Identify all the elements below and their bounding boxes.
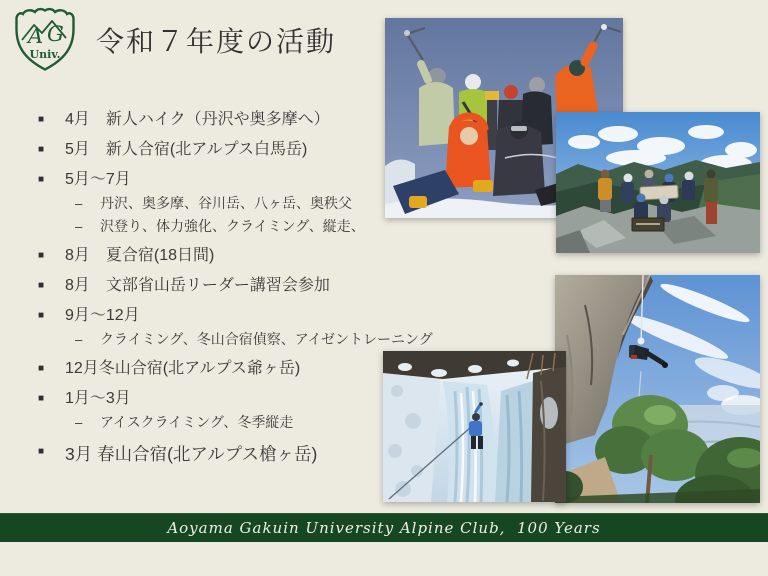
footer-banner-text: Aoyama Gakuin University Alpine Club, 100 Years — [167, 519, 601, 537]
list-item-text: 4月 新人ハイク（丹沢や奥多摩へ） — [65, 111, 330, 128]
logo-subtext: Univ. — [29, 48, 61, 61]
list-item-text: 3月 春山合宿(北アルプス槍ヶ岳) — [65, 444, 318, 464]
bullet-square-icon: ■ — [38, 363, 45, 374]
list-subitem — [38, 217, 468, 236]
footer-banner — [0, 513, 768, 542]
bullet-square-icon: ■ — [38, 280, 45, 291]
list-item-text: 丹沢、奥多摩、谷川岳、八ヶ岳、奥秩父 — [100, 195, 352, 211]
list-item-text: クライミング、冬山合宿偵察、アイゼントレーニング — [100, 331, 433, 347]
logo-letter-g: G — [47, 22, 64, 46]
list-item-text: 1月～3月 — [65, 390, 131, 407]
club-shield-logo — [13, 7, 77, 73]
photo-rappel-cliff — [555, 275, 760, 503]
dash-icon: – — [75, 196, 83, 211]
list-item-text: 5月～7月 — [65, 171, 131, 188]
page-title: 令和７年度の活動 — [96, 26, 337, 57]
bullet-square-icon: ■ — [38, 144, 45, 155]
list-item — [38, 306, 468, 326]
list-item-text: 5月 新人合宿(北アルプス白馬岳) — [65, 141, 308, 158]
bullet-square-icon: ■ — [38, 250, 45, 261]
photo-rocky-summit — [556, 112, 760, 253]
photo-ice-climbing-graphic — [383, 351, 566, 502]
list-item-text: 8月 夏合宿(18日間) — [65, 247, 215, 264]
dash-icon: – — [75, 332, 83, 347]
list-item — [38, 276, 468, 296]
photo-rappel-graphic — [555, 275, 760, 503]
list-item-text: 12月冬山合宿(北アルプス爺ヶ岳) — [65, 360, 301, 377]
dash-icon: – — [75, 415, 83, 430]
list-subitem — [38, 330, 468, 349]
dash-icon: – — [75, 219, 83, 234]
list-item-text: アイスクライミング、冬季縦走 — [100, 414, 294, 430]
bullet-square-icon: ■ — [38, 446, 45, 457]
list-item-text: 8月 文部省山岳リーダー講習会参加 — [65, 277, 330, 294]
bullet-square-icon: ■ — [38, 174, 45, 185]
logo-letter-a: A — [28, 24, 44, 48]
list-item — [38, 246, 468, 266]
bullet-square-icon: ■ — [38, 393, 45, 404]
list-item-text: 9月～12月 — [65, 307, 140, 324]
bullet-square-icon: ■ — [38, 114, 45, 125]
photo-rocky-summit-graphic — [556, 112, 760, 253]
bullet-square-icon: ■ — [38, 310, 45, 321]
shield-icon — [13, 7, 77, 73]
list-item-text: 沢登り、体力強化、クライミング、縦走、 — [100, 218, 365, 234]
photo-ice-climbing — [383, 351, 566, 502]
